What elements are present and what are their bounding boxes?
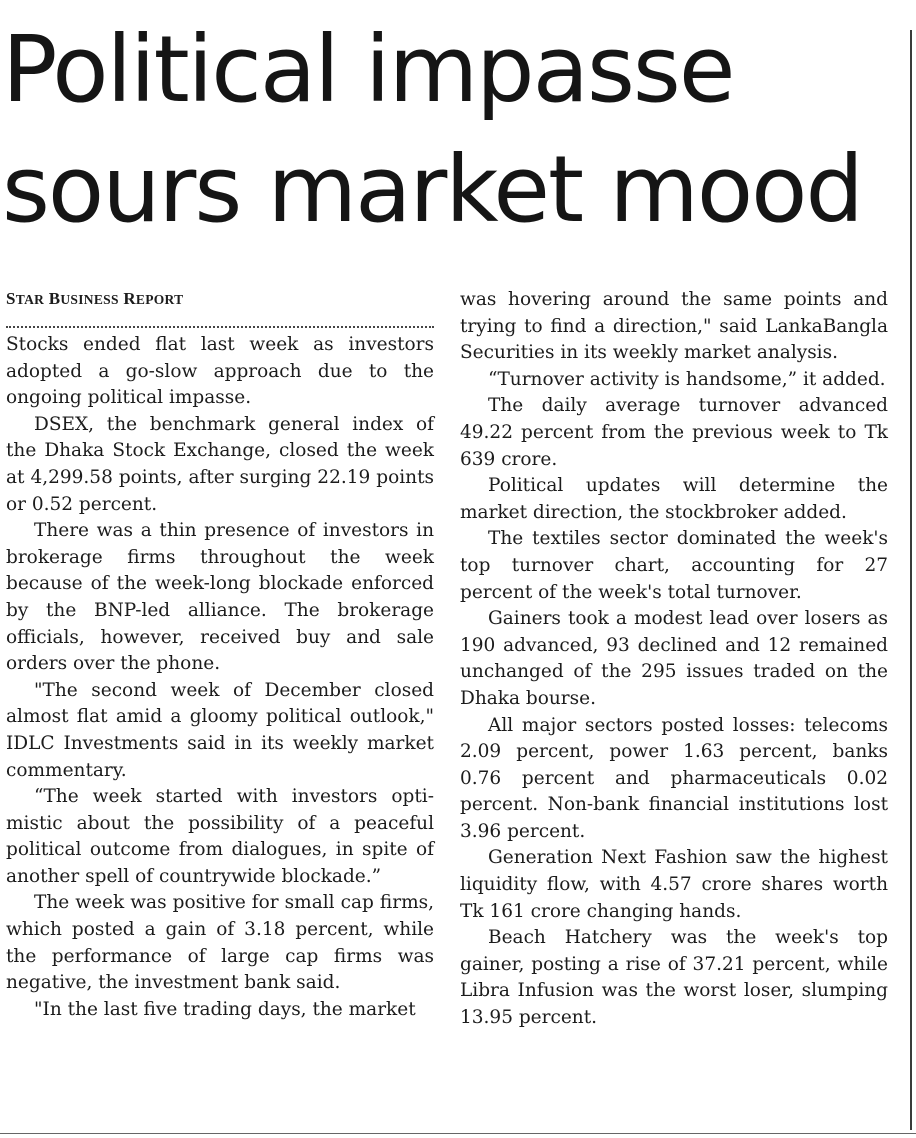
headline-line-1: Political impasse xyxy=(2,16,734,123)
paragraph: “Turnover activity is handsome,” it added. xyxy=(488,368,886,390)
paragraph: DSEX, the benchmark general index of the Dhaka Stock Exchange, closed the week at 4,299.58 points, after surging 22.19 points or 0.52 percent. xyxy=(6,413,434,515)
paragraph: The textiles sector dominated the week's top turnover chart, accounting for 27 percent of the week's total turnover. xyxy=(460,528,888,603)
paragraph: Gainers took a modest lead over losers as 190 advanced, 93 declined and 12 remained unchanged of the 295 issues traded on the Dhaka bourse. xyxy=(460,608,888,709)
paragraph: The week was positive for small cap firms, which posted a gain of 3.18 percent, while the performance of large cap firms was negative, the investment bank said. xyxy=(6,892,434,994)
byline-dotted-divider xyxy=(6,314,434,328)
paragraph: was hovering around the same points and trying to find a direction," said LankaBangla Securities in its weekly market analysis. xyxy=(460,289,888,364)
paragraph: All major sectors posted losses: telecoms 2.09 percent, power 1.63 percent, banks 0.76 percent and pharmaceuticals 0.02 percent. Non-bank financial institutions lost 3.96 percent. xyxy=(460,714,888,842)
paragraph: There was a thin presence of investors in brokerage firms throughout the week because of the week-long blockade enforced by the BNP-led alliance. The brokerage officials, however, received buy and sale orders over the phone. xyxy=(6,520,434,675)
byline xyxy=(6,286,434,312)
byline-smallcaps: EPORT xyxy=(135,292,184,307)
headline-line-2: sours market mood xyxy=(2,136,862,243)
column-rule-right xyxy=(910,30,912,1130)
byline-initial: R xyxy=(123,289,136,308)
paragraph: Stocks ended flat last week as investors adopted a go-slow approach due to the ongoing political impasse. xyxy=(6,334,434,409)
paragraph: Generation Next Fashion saw the highest liquidity flow, with 4.57 crore shares worth Tk 161 crore changing hands. xyxy=(460,847,888,922)
byline-initial: B xyxy=(48,289,61,308)
bottom-rule xyxy=(0,1133,916,1134)
byline-smallcaps: TAR xyxy=(15,292,45,307)
paragraph: The daily average turnover advanced 49.22 percent from the previous week to Tk 639 crore. xyxy=(460,395,888,470)
paragraph: Beach Hatchery was the week's top gainer, posting a rise of 37.21 percent, while Libra Infusion was the worst loser, slumping 13.95 percent. xyxy=(460,927,888,1029)
paragraph: "The second week of December closed almost flat amid a gloomy political outlook," IDLC Investments said in its weekly market commentary. xyxy=(6,679,434,781)
article-column-left xyxy=(6,286,434,1023)
paragraph: “The week started with investors optimistic about the possibility of a peaceful political outcome from dialogues, in spite of another spell of countrywide blockade.” xyxy=(6,786,434,887)
byline-initial: S xyxy=(6,289,16,308)
paragraph: Political updates will determine the market direction, the stockbroker added. xyxy=(460,475,888,523)
headline xyxy=(2,10,902,250)
article-column-right xyxy=(460,287,888,1032)
paragraph: "In the last five trading days, the market xyxy=(34,998,416,1020)
byline-smallcaps: USINESS xyxy=(60,292,119,307)
